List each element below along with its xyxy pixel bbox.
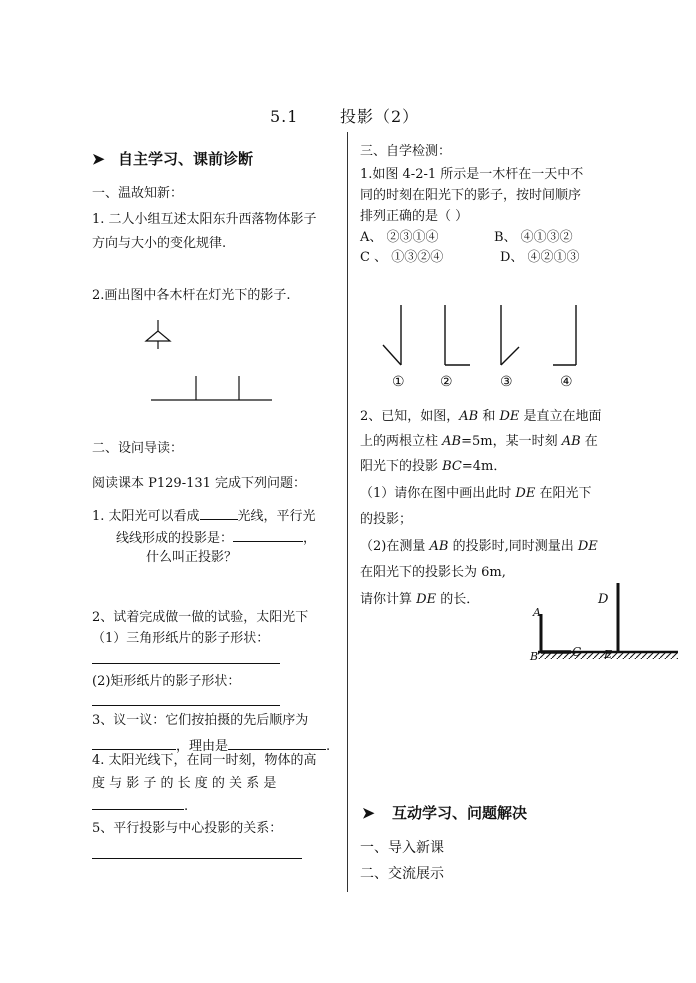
question-5-line1: 3、议一议：它们按拍摄的先后顺序为 (92, 713, 309, 728)
r-question-2-line4: （1）请你在图中画出此时 DE 在阳光下 (360, 486, 592, 501)
option-a: A、 ②③①④ (360, 230, 439, 245)
option-d: D、 ④②①③ (500, 250, 580, 265)
arrow-icon: ➤ (92, 150, 105, 168)
section-heading-interactive: 互动学习、问题解决 (392, 804, 528, 822)
r-question-2-line7: 在阳光下的投影长为 6m, (360, 565, 506, 580)
column-divider (347, 132, 348, 892)
blank-field[interactable] (200, 505, 238, 520)
r-question-1-line2: 同的时刻在阳光下的影子，按时间顺序 (360, 188, 582, 203)
option-b: B、 ④①③② (494, 230, 573, 245)
section-guided-reading: 二、设问导读： (92, 441, 184, 456)
question-3-line1 (92, 505, 316, 526)
point-e-label: E (604, 648, 613, 661)
r-question-1-line3: 排列正确的是（ ） (360, 209, 469, 224)
section-self-test: 三、自学检测： (360, 144, 452, 159)
item-intro-lesson: 一、导入新课 (360, 840, 444, 856)
question-3-line2 (116, 527, 316, 548)
question-3-text-c: 线线形成的投影是： (116, 531, 234, 546)
question-6-line3: . (92, 795, 188, 816)
question-1-line2: 方向与大小的变化规律. (92, 236, 227, 251)
question-3-text-b: 光线，平行光 (237, 509, 316, 524)
r-question-2-line5: 的投影； (360, 512, 413, 527)
question-1-line1: 1. 二人小组互述太阳东升西落物体影子 (92, 212, 317, 227)
r-question-1-line1: 1.如图 4-2-1 所示是一木杆在一天中不 (360, 167, 584, 182)
reading-instruction: 阅读课本 P129-131 完成下列问题： (92, 476, 307, 491)
question-4-line2: （1）三角形纸片的影子形状： (92, 631, 270, 646)
figure-label-3: ③ (500, 374, 513, 390)
question-3-text-d: ， (303, 531, 317, 546)
answer-line[interactable] (92, 705, 280, 706)
answer-line[interactable] (92, 858, 302, 859)
page-title: 投影（2） (340, 107, 420, 126)
section-review: 一、温故知新： (92, 186, 184, 201)
point-b-label: B (530, 650, 539, 663)
option-c: C 、 ①③②④ (360, 250, 444, 265)
r-question-2-line2: 上的两根立柱 AB=5m，某一时刻 AB 在 (360, 434, 598, 449)
question-7: 5、平行投影与中心投影的关系： (92, 821, 283, 836)
blank-field[interactable] (92, 795, 184, 810)
r-question-2-line1: 2、已知，如图，AB 和 DE 是直立在地面 (360, 409, 602, 424)
item-exchange-display: 二、交流展示 (360, 866, 444, 882)
title-number: 5.1 (270, 107, 299, 126)
blank-field[interactable] (92, 735, 176, 750)
r-question-2-line8: 请你计算 DE 的长． (360, 592, 480, 607)
figure-label-2: ② (440, 374, 453, 390)
pole-shadow-figure (380, 303, 580, 367)
lamp-figure (145, 318, 275, 404)
answer-line[interactable] (92, 663, 280, 664)
figure-label-1: ① (392, 374, 405, 390)
point-d-label: D (598, 592, 609, 607)
point-a-label: A (533, 606, 541, 619)
question-5-text-b: ，理由是 (176, 739, 229, 754)
r-question-2-line6: （2)在测量 AB 的投影时,同时测量出 DE (360, 539, 598, 554)
point-c-label: C (572, 645, 582, 659)
question-2: 2.画出图中各木杆在灯光下的影子. (92, 288, 291, 303)
question-6-line1: 4. 太阳光线下，在同一时刻，物体的高 (92, 753, 317, 768)
arrow-icon: ➤ (362, 804, 375, 822)
r-question-2-line3: 阳光下的投影 BC=4m． (360, 459, 507, 474)
question-3-line3: 什么叫正投影？ (146, 550, 238, 565)
question-4-line3: (2)矩形纸片的影子形状： (92, 674, 241, 689)
section-heading-self-study: 自主学习、课前诊断 (118, 150, 254, 168)
blank-field[interactable] (228, 735, 326, 750)
blank-field[interactable] (233, 527, 303, 542)
question-5-line2: ，理由是 . (92, 735, 330, 756)
figure-label-4: ④ (560, 374, 573, 390)
question-3-text-a: 1. 太阳光可以看成 (92, 509, 200, 524)
question-4-line1: 2、试着完成做一做的试验，太阳光下 (92, 610, 309, 625)
question-6-line2: 度 与 影 子 的 长 度 的 关 系 是 (92, 776, 277, 791)
